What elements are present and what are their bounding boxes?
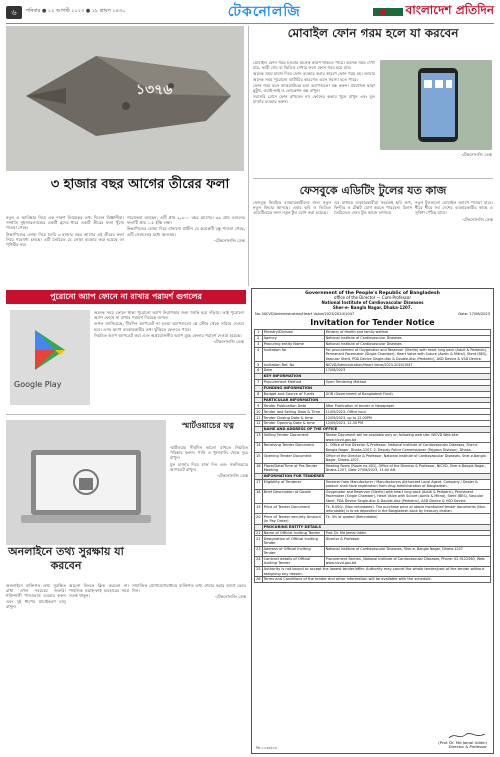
tender-row-key: Brief Description of Goods: [262, 489, 324, 503]
tender-row-value: Tenderer from Manufacturer / Manufacturers Authorized Local Agent. Company / Dealer & product shall have registration from drug administration of Bangladesh.: [324, 479, 490, 489]
laptop-hands-photo: [6, 420, 166, 545]
tender-sign-name: (Prof. Dr. Md Jamal Uddin): [438, 739, 487, 745]
phone-photo: [380, 60, 492, 150]
tender-row-number: 20: [255, 514, 263, 524]
tender-row-value: Prof. Dr. Md Jamal Uddin: [324, 530, 490, 536]
tender-row-number: 16: [255, 463, 263, 473]
tender-row-number: 8: [255, 391, 263, 397]
paper-name: বাংলাদেশ প্রতিদিন: [405, 3, 494, 17]
tender-row-key: Designation of Official Inviting Tender: [262, 536, 324, 546]
tender-row: [255, 443, 491, 453]
tender-row-key: Place/Date/Time of Pre-Tender Meeting: [262, 463, 324, 473]
tender-row-key: Authority is not bound to accept the lowest tender/offer. Authority may cancel the whole tender/part of the tender without assigning any reason.: [262, 566, 490, 576]
tender-row-value: Meeting Room (Room no-402), Office of the Director & Professor, NICVD, Sher-e-Bangla Nagar, Dhaka-1207, Date 27/08/2023, 11:00 AM: [324, 463, 490, 473]
arrowhead-image: [6, 26, 244, 171]
tender-row-number: 26: [256, 577, 261, 582]
tender-row-key: NAME AND ADDRESS OF THE OFFICE: [262, 427, 490, 433]
tender-row-number: 18: [255, 489, 263, 503]
tender-row-key: Tender Opening Date & time: [262, 421, 324, 427]
tender-row-number: 10: [256, 409, 261, 414]
mobile-para: ফোন গরম হলে ব্যাকগ্রাউন্ডে চলা অ্যাপগুলো বন্ধ করুন। প্রয়োজন ছাড়া ব্লুটুথ, ওয়াই-ফাই ও লোকেশন বন্ধ রাখুন।: [253, 82, 375, 94]
header-left: [6, 6, 156, 19]
tender-row: [255, 566, 491, 576]
tender-address: Sher-e- Bangla Nagar, Dhaka-1207.: [332, 305, 413, 310]
tender-row-key: PROCURING ENTITY DETAILS: [262, 524, 490, 530]
fb-col3: [415, 200, 493, 284]
arrow-para: উল্কাপিণ্ডের লোহা দিয়ে তৈরি ৩ হাজার বছর আগের এই তীরের ফলা নিয়ে গবেষণা চলছে। এটি তৈরিতে যে লোহা ব্যবহার করা হয়েছে তা পৃথিবীর নয়।: [6, 231, 124, 248]
arrow-para: গবেষকরা বলছেন, এটি প্রায় ২,৯০০ বছর আগের। ৩৯ গ্রাম ওজনের ফলাটি প্রায় ১.৫ ইঞ্চি লম্বা।: [127, 215, 245, 226]
tender-row-value: NICVD/Administration/Heart Valve/2023-2024/1047: [324, 362, 490, 368]
tender-row-number: 15: [255, 453, 263, 463]
arrowhead-photo: [6, 26, 244, 171]
tender-signature: [438, 731, 487, 750]
tender-code: জি-১২৩৪/২৩: [256, 745, 277, 750]
tender-row: [255, 514, 491, 524]
tender-row-key: Receiving Tender Document: [262, 443, 324, 453]
tender-row-number: 13: [255, 432, 263, 442]
tender-row: [255, 504, 491, 514]
paper-logo: [373, 2, 494, 22]
fb-col2: [334, 200, 412, 284]
paper-logo-icon: [373, 6, 403, 18]
mobile-para: সরাসরি রোদে ফোন রাখবেন না। ফোনের কভার খুলে রাখুন এবং মূল চার্জার ব্যবহার করুন।: [253, 94, 375, 105]
smartwatch-headline: স্মার্টওয়াচের যত্ন: [181, 420, 235, 430]
byline: -টেকনোলজি ডেস্ক: [213, 237, 245, 243]
online-headline: অনলাইনে তথ্য সুরক্ষায় যা করবেন: [8, 545, 124, 572]
online-para: সামাজিক যোগাযোগমাধ্যমে ব্যক্তিগত তথ্য শেয়ার করার আগে ভেবে নিন।: [132, 583, 246, 594]
tender-row-key: Contract details of Official Inviting Tender: [262, 556, 324, 566]
tender-row: [255, 556, 491, 566]
tender-row-value: Ministry of Health and family welfare: [324, 330, 490, 336]
tender-row-number: 25: [255, 566, 263, 576]
tender-row-value: Oxygenator and Reservoir (Sterile) with heart lung pack (Adult & Pediatric), Permanent Pacemaker (Single Chamber), Heart Valve with Suture (Aortic & Mitral), Stent (BES), Vascular Stent, PDA Device Single-disc & Double-disc (Pediatric), ASD Device & VSD Device.: [324, 489, 490, 503]
tender-row: [255, 577, 491, 583]
arrow-para: নতুন এ আবিষ্কার নিয়ে এক দারুণ বিস্ময়কর তথ্য দিলেন বিজ্ঞানীরা। সম্প্রতি সুইজারল্যান্ডের একটি হ্রদের ধারে একটি তীরের ফলা খুঁজে পাওয়া গেছে।: [6, 215, 124, 231]
tender-row-key: Ministry/Division: [262, 330, 324, 336]
tender-memo-no: No. NICVD/Administration/Heart Valve/2023/2024/1047: [255, 311, 355, 316]
tender-row-key: KEY INFORMATION: [262, 374, 490, 380]
tender-row-value: 12/09/2023, 12.30 PM: [324, 421, 490, 427]
tender-sign-title: Director & Professor: [448, 744, 487, 750]
byline: -টেকনোলজি ডেস্ক: [460, 152, 492, 157]
page-number: ৬: [6, 6, 22, 19]
google-play-photo: [10, 310, 90, 405]
tender-row-value: National Institute of Cardiovascular Diseases: [324, 341, 490, 347]
tender-row-value: For procurement of Oxygenator and Reservoir (Sterile) with heart lung pack (Adult & Pediatric), Permanent Pacemaker (Single Chamber), Heart Valve with Suture (Aortic & Mitral), Stent (BES), Vascular Stent, PDA Device Single-disc & Double-disc (Pediatric), ASD Device & VSD Device.: [324, 347, 490, 361]
byline: -টেকনোলজি ডেস্ক: [216, 473, 248, 479]
tender-gov: Government of the People's Republic of Bangladesh: [305, 291, 440, 296]
tender-row-number: 17: [255, 479, 263, 489]
tender-row-number: 2: [255, 335, 263, 341]
tender-row-value: Director & Professor: [324, 536, 490, 546]
old-app-banner: পুরোনো অ্যাপ ফোনে না রাখার পরামর্শ গুগলের: [6, 290, 246, 304]
tender-row-key: Price of Tender Document: [262, 504, 324, 514]
tender-row-value: National Institute of Cardiovascular Diseases: [324, 335, 490, 341]
column-divider: [248, 26, 249, 286]
tender-row-number: 3: [255, 341, 263, 347]
tender-row-number: 1: [255, 330, 263, 336]
google-play-text: Google Play: [14, 380, 62, 389]
laptop-image: [6, 420, 166, 545]
issue-date: শনিবার ● ১২ আগস্ট ২০২৩ ● ২৮ শ্রাবণ ১৪৩০: [26, 8, 126, 14]
tender-row-number: 4: [255, 347, 263, 361]
tender-row-value: 17/08/2023: [324, 368, 490, 374]
old-app-para: নিয়মিত অ্যাপ আপডেট করা এবং অপ্রয়োজনীয় অ্যাপ মুছে ফেলার পরামর্শ দেওয়া হয়েছে।: [94, 332, 242, 338]
tender-row-value: Tk. 3% of quoted (Refundable): [324, 514, 490, 524]
tender-row-key: Agency: [262, 335, 324, 341]
old-app-para: গুগল জানিয়েছে, দীর্ঘদিন আপডেট না হওয়া অ্যাপগুলো প্লে স্টোর থেকে সরিয়ে দেওয়া হবে। এসব অ্যাপ ব্যবহারকারীর তথ্য ঝুঁকিতে ফেলতে পারে।: [94, 321, 244, 332]
tender-row-number: 12: [256, 421, 261, 426]
tender-row-key: Tender last Selling Date & Time: [262, 409, 324, 415]
tender-row: [255, 536, 491, 546]
tender-office: office of the Director — Cum-Professor: [334, 295, 411, 301]
mobile-para: মোবাইল ফোন গরম হওয়ার অনেক কারণ থাকতে পারে। অনেক সময় দেখা যায়, ভারী গেম বা ভিডিও দেখার ফলে ফোন গরম হয়ে যায়।: [253, 60, 375, 71]
row-divider: [253, 178, 493, 179]
tender-row-number: 23: [255, 546, 263, 556]
header-rule: [6, 23, 494, 24]
tender-row-key: Tender Publication Date: [262, 403, 324, 409]
phone-image: [380, 60, 492, 150]
tender-row-value: Tender Document will be available only on following web site: NICVD Web site: www.nicvd.gov.bd: [324, 432, 490, 442]
fb-para: এর মাধ্যমে ব্যবহারকারীরা সহজেই ছবি ক্রপ, ফিল্টার ও টেক্সট যোগ করতে পারবেন। রিলস তৈরিতেও এসব টুল কাজে লাগবে।: [334, 200, 412, 216]
tender-row-value: Office of the Director & Professor, National Institute of Cardiovascular Diseases, Sher-e-Bangla Nagar, Dhaka-1207.: [324, 453, 490, 463]
mobile-headline: মোবাইল ফোন গরম হলে যা করবেন: [287, 26, 459, 40]
tender-row-number: 9: [255, 403, 263, 409]
smartwatch-body: [170, 445, 248, 545]
tender-row-value: GOB (Government of Bangladesh Fund): [324, 391, 490, 397]
tender-table: [254, 329, 491, 583]
tender-row: [255, 453, 491, 463]
arrow-body-col2: [127, 215, 245, 285]
tender-row-key: Selling Tender Document: [262, 432, 324, 442]
tender-row-key: Opening Tender Document: [262, 453, 324, 463]
old-app-para: অনেক সময় ফোনে থাকা পুরোনো অ্যাপ নিরাপত্তার জন্য হুমকি হয়ে দাঁড়ায়। তাই পুরোনো অ্যাপ ফোনে না রাখার পরামর্শ দিয়েছে গুগল।: [94, 310, 244, 321]
tender-memo-date: Date: 17/08/2023: [458, 311, 490, 316]
fb-para: নতুন টুলগুলো মোবাইল অ্যাপে পাওয়া যাবে। ধীরে ধীরে সব দেশের ব্যবহারকারীর কাছে এ সুবিধা পৌঁছে যাবে।: [415, 200, 493, 216]
tender-row-key: INFORMATION FOR TENDERER: [262, 473, 490, 479]
tender-row-number: 5: [255, 362, 263, 368]
arrow-body-col1: [6, 215, 124, 285]
byline: -টেকনোলজি ডেস্ক: [212, 339, 244, 345]
mobile-para: অনেক সময় চার্জে দিয়ে ফোন ব্যবহার করার কারণে ফোন গরম হয়। আবার অনেক সময় পুরোনো ব্যাটারির কারণেও এমন সমস্যা হতে পারে।: [253, 71, 375, 82]
old-app-body: [94, 310, 244, 410]
byline: -টেকনোলজি ডেস্ক: [214, 594, 246, 600]
tender-row-value: 11/09/2023, Office hour: [324, 409, 490, 415]
tender-row: [255, 463, 491, 473]
tender-memo: [252, 311, 493, 317]
google-play-icon: [10, 310, 90, 405]
tender-row-key: Eligibility of Tenderer: [262, 479, 324, 489]
arrowhead-label: ১৩৭৬: [136, 82, 173, 98]
tender-row-key: Address of Official Inviting Tender: [262, 546, 324, 556]
smartwatch-para: মূল চার্জার দিয়ে চার্জ দিন এবং সফটওয়্যার আপডেট রাখুন।: [170, 461, 248, 472]
byline: -টেকনোলজি ডেস্ক: [461, 216, 493, 222]
tender-row-number: 14: [255, 443, 263, 453]
row-divider: [6, 414, 246, 415]
fb-col1: [253, 200, 331, 284]
tender-row-key: Name of Official Inviting Tender: [262, 530, 324, 536]
tender-row-key: FUNDING INFORMATION: [262, 385, 490, 391]
online-col1: [6, 583, 66, 753]
tender-row-number: 22: [255, 536, 263, 546]
tender-row-value: 12/09/2023, up to 12.00PM: [324, 415, 490, 421]
tender-row: [255, 347, 491, 361]
tender-rows: [255, 330, 491, 583]
tender-row-value: After Publication of tender in Newspaper: [324, 403, 490, 409]
arrow-para: উল্কাপিণ্ডের লোহা দিয়ে বানানো প্রাচীন যে কয়েকটি বস্তু পাওয়া গেছে, এটি সেগুলোর মধ্যে অন্যতম।: [127, 226, 245, 237]
tender-row-key: Tender Closing Date & time: [262, 415, 324, 421]
mobile-body: [253, 60, 375, 175]
section-logo: টেকনোলজি: [227, 4, 301, 20]
online-para: অচেনা লিংকে ক্লিক করবেন না। পাবলিক ওয়াই-ফাই ব্যবহারের সময় সতর্ক থাকুন।: [69, 583, 129, 599]
tender-row-number: 6: [255, 368, 263, 374]
tender-row: [255, 432, 491, 442]
fb-para: ফেসবুক নিয়মিত ব্যবহারকারীদের জন্য নতুন নতুন ফিচার আনছে। এবার ছবি ও ভিডিও এডিটিংয়ের জন্য নতুন টুল যোগ করা হয়েছে।: [253, 200, 331, 216]
tender-row-value: National Institute of Cardiovascular Diseases, Sher-e- Bangla Nagar, Dhaka-1207: [324, 546, 490, 556]
tender-row-value: Tk. 6,000/- (Non refundable). The purchase price of above mentioned tender documents (Non-refundable) is to be deposited in the Bangladesh bank by treasury challan.: [324, 504, 490, 514]
tender-notice: [251, 288, 494, 754]
tender-row-key: Invitation Ref. No: [262, 362, 324, 368]
tender-row-key: Procurement Method: [262, 379, 324, 385]
online-col2: [69, 583, 129, 753]
tender-row-value: Procurement Section, National Institute of Cardiovascular Diseases, Phone: 02-9122560, Web: www.nicvd.gov.bd: [324, 556, 490, 566]
tender-row-key: Price of Tender security Amount (In Pay Order): [262, 514, 324, 524]
facebook-headline: ফেসবুকে এডিটিং টুলের যত কাজ: [299, 184, 447, 197]
mobile-body-2: [380, 152, 492, 178]
tender-row-key: Budget and Source of Funds: [262, 391, 324, 397]
tender-row-key: Date: [262, 368, 324, 374]
tender-row-number: 7: [255, 379, 263, 385]
tender-row-key: Terms and Conditions of the tender and other information will be available with the schedule.: [262, 577, 490, 583]
arrow-headline: ৩ হাজার বছর আগের তীরের ফলা: [50, 177, 230, 192]
tender-row: [255, 489, 491, 503]
tender-row-key: Invitation for: [262, 347, 324, 361]
tender-row-number: 19: [255, 504, 263, 514]
tender-row-value: Open Tendering Method: [324, 379, 490, 385]
smartwatch-para: স্মার্টওয়াচ দীর্ঘদিন ভালো রাখতে নিয়মিত পরিষ্কার করুন। পানি ও ধুলাবালি থেকে দূরে রাখুন।: [170, 445, 248, 461]
tender-row: [255, 546, 491, 556]
tender-row-key: Procuring entity Name: [262, 341, 324, 347]
tender-row-key: PARTICULAR INFORMATION: [262, 397, 490, 403]
tender-row-value: 1. Office of the Director & Professor, National Institute of Cardiovascular Diseases, Sher-e-Bangla Nagar, Dhaka-1207. 2. Deputy Police Commissioner (Tejgaon Division), Dhaka.: [324, 443, 490, 453]
online-para: অনলাইনে ব্যক্তিগত তথ্য সুরক্ষিত রাখা এখন সবচেয়ে জরুরি। শক্তিশালী পাসওয়ার্ড ব্যবহার করুন এবং দুই ধাপের যাচাইকরণ চালু রাখুন।: [6, 583, 66, 609]
tender-institute: National Institute of Cardiovascular Diseases: [321, 300, 424, 306]
tender-row-number: 21: [256, 530, 261, 535]
tender-row: [255, 479, 491, 489]
tender-row-number: 11: [256, 415, 261, 420]
online-col3: [132, 583, 246, 753]
tender-row-number: 24: [255, 556, 263, 566]
page-header: [6, 2, 494, 22]
tender-title: Invitation for Tender Notice: [310, 318, 435, 328]
